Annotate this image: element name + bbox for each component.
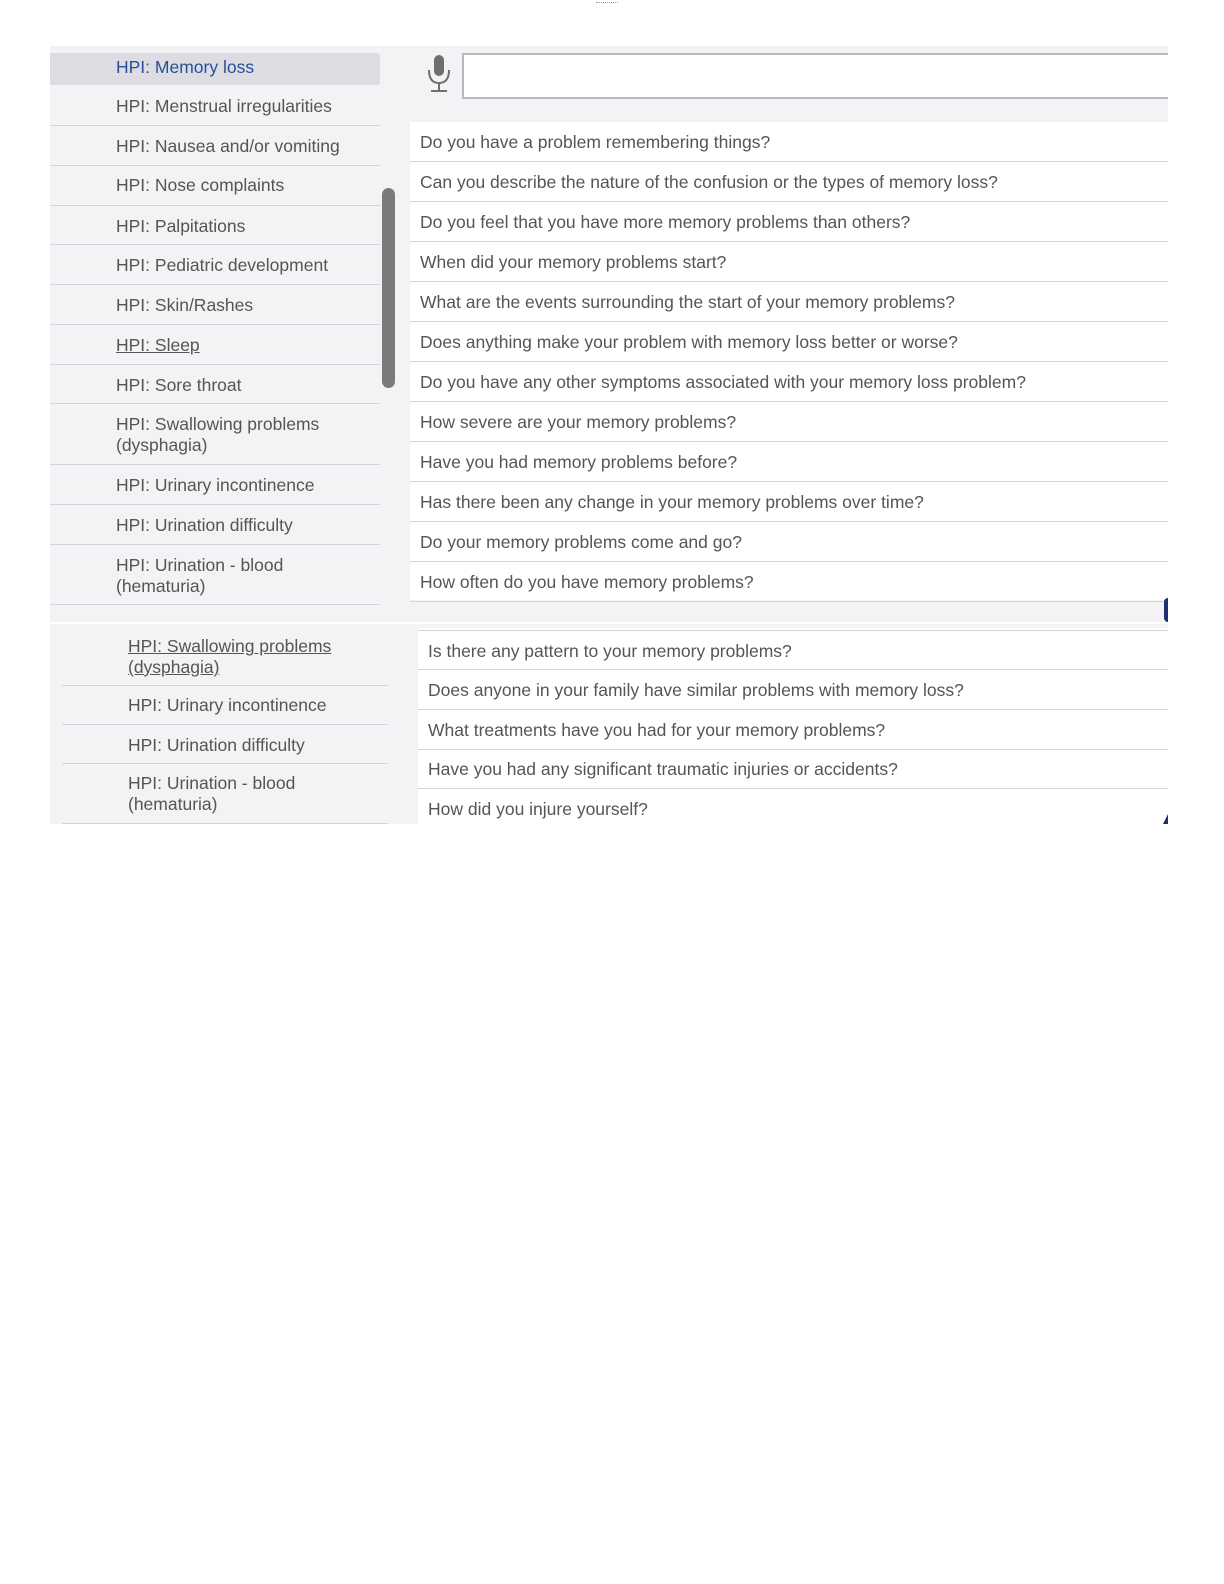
question-item[interactable]: Have you had memory problems before? xyxy=(410,442,1168,482)
question-item[interactable]: Have you had any significant traumatic injuries or accidents? xyxy=(418,749,1168,789)
sidebar-item-label: HPI: Skin/Rashes xyxy=(116,295,254,315)
sidebar-item-label: HPI: Palpitations xyxy=(116,216,246,236)
question-item[interactable]: Do you have a problem remembering things? xyxy=(410,122,1168,162)
microphone-icon[interactable] xyxy=(424,54,454,94)
question-item[interactable]: Do you have any other symptoms associated with your memory loss problem? xyxy=(410,362,1168,402)
sidebar-item-label: HPI: Memory loss xyxy=(116,57,255,77)
sidebar-item-memory-loss[interactable] xyxy=(50,53,380,85)
question-item[interactable]: How often do you have memory problems? xyxy=(410,562,1168,602)
sidebar-item-urinary-incontinence[interactable] xyxy=(50,465,380,505)
sidebar-item-nose-complaints[interactable] xyxy=(50,166,380,206)
question-item[interactable]: What treatments have you had for your memory problems? xyxy=(418,710,1168,750)
sidebar-item-label: HPI: Nose complaints xyxy=(116,175,285,195)
sidebar-item-urination-difficulty[interactable] xyxy=(62,725,388,764)
sidebar-item-urination-difficulty[interactable] xyxy=(50,505,380,545)
sidebar-item-label: HPI: Urinary incontinence xyxy=(116,475,315,495)
question-item[interactable]: Do your memory problems come and go? xyxy=(410,522,1168,562)
hpi-topic-sidebar xyxy=(50,46,380,622)
question-item[interactable]: When did your memory problems start? xyxy=(410,242,1168,282)
sidebar-item-label: HPI: Swallowing problems (dysphagia) xyxy=(128,636,332,677)
hpi-panel-secondary xyxy=(50,624,1168,824)
question-item[interactable]: What are the events surrounding the start of your memory problems? xyxy=(410,282,1168,322)
sidebar-item-sleep[interactable] xyxy=(50,325,380,365)
question-list xyxy=(410,122,1168,600)
sidebar-item-label: HPI: Urination - blood (hematuria) xyxy=(116,555,284,596)
page-top-marker xyxy=(596,0,618,3)
dictation-input[interactable] xyxy=(462,53,1168,99)
sidebar-item-menstrual-irregularities[interactable] xyxy=(50,86,380,126)
sidebar-item-label: HPI: Urination difficulty xyxy=(128,735,305,755)
sidebar-item-label: HPI: Menstrual irregularities xyxy=(116,96,332,116)
sidebar-item-label: HPI: Urinary incontinence xyxy=(128,695,327,715)
question-item[interactable]: How did you injure yourself? xyxy=(428,799,648,819)
sidebar-item-urination-blood[interactable] xyxy=(50,545,380,605)
edge-marker xyxy=(1164,598,1168,622)
question-item[interactable]: Can you describe the nature of the confusion or the types of memory loss? xyxy=(410,162,1168,202)
question-list xyxy=(418,628,1168,824)
question-item[interactable]: Do you feel that you have more memory problems than others? xyxy=(410,202,1168,242)
sidebar-item-swallowing-problems[interactable] xyxy=(62,626,388,686)
sidebar-item-palpitations[interactable] xyxy=(50,206,380,245)
sidebar-item-label: HPI: Pediatric development xyxy=(116,255,329,275)
sidebar-item-pediatric-development[interactable] xyxy=(50,245,380,285)
sidebar-item-urination-blood[interactable] xyxy=(62,764,388,824)
sidebar-item-nausea-vomiting[interactable] xyxy=(50,126,380,166)
question-item[interactable]: Is there any pattern to your memory problems? xyxy=(418,630,1168,670)
sidebar-item-label: HPI: Sore throat xyxy=(116,375,242,395)
sidebar-item-label: HPI: Swallowing problems (dysphagia) xyxy=(116,414,320,455)
sidebar-item-label: HPI: Urination difficulty xyxy=(116,515,293,535)
question-item[interactable]: Does anyone in your family have similar problems with memory loss? xyxy=(418,670,1168,710)
question-item[interactable]: How severe are your memory problems? xyxy=(410,402,1168,442)
hpi-panel-primary xyxy=(50,46,1168,622)
sidebar-item-swallowing-problems[interactable] xyxy=(50,404,380,465)
question-item[interactable]: Has there been any change in your memory problems over time? xyxy=(410,482,1168,522)
sidebar-item-label: HPI: Urination - blood (hematuria) xyxy=(128,773,296,814)
sidebar-item-sore-throat[interactable] xyxy=(50,365,380,404)
sidebar-scrollbar-thumb[interactable] xyxy=(382,188,395,388)
sidebar-item-urinary-incontinence[interactable] xyxy=(62,686,388,725)
sidebar-item-skin-rashes[interactable] xyxy=(50,285,380,325)
sidebar-item-label: HPI: Nausea and/or vomiting xyxy=(116,136,340,156)
dictation-bar xyxy=(410,46,1168,122)
sidebar-item-label: HPI: Sleep xyxy=(116,335,200,355)
question-item[interactable]: Does anything make your problem with memory loss better or worse? xyxy=(410,322,1168,362)
hpi-topic-sidebar xyxy=(50,624,416,824)
